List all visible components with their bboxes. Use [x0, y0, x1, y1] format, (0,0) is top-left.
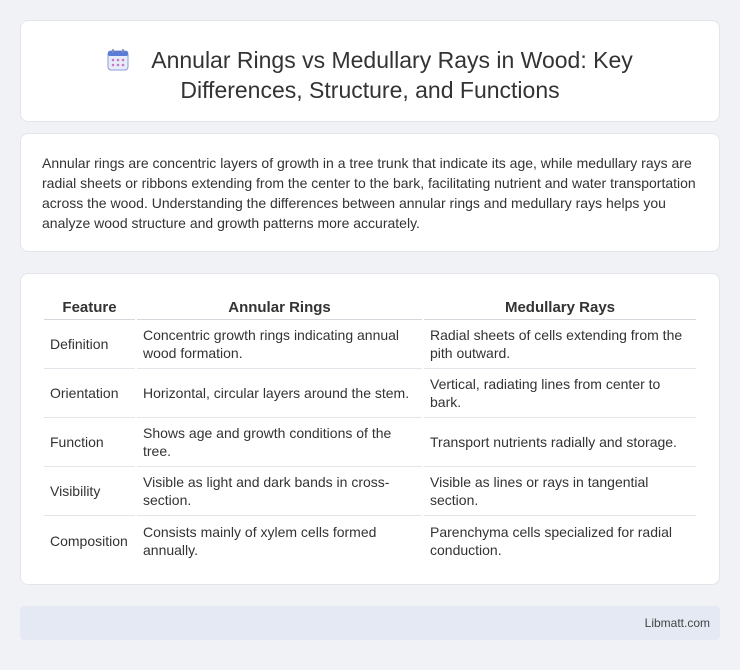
- table-row: [44, 320, 696, 369]
- footer-bar: [20, 606, 720, 640]
- comparison-table: [42, 294, 698, 565]
- row-feature: Function: [44, 418, 135, 467]
- row-medullary-rays: Radial sheets of cells extending from the pith outward.: [424, 320, 696, 369]
- row-medullary-rays: Vertical, radiating lines from center to bark.: [424, 369, 696, 418]
- row-feature: Definition: [44, 320, 135, 369]
- row-annular-rings: Horizontal, circular layers around the stem.: [137, 369, 422, 418]
- row-medullary-rays: Parenchyma cells specialized for radial conduction.: [430, 523, 672, 558]
- row-medullary-rays: Visible as lines or rays in tangential section.: [424, 467, 696, 516]
- table-row: [44, 467, 696, 516]
- comparison-table-card: [20, 273, 720, 585]
- row-feature: Visibility: [44, 467, 135, 516]
- row-annular-rings: Visible as light and dark bands in cross-section.: [137, 467, 422, 516]
- page-title-wrap: [61, 45, 679, 105]
- header-medullary-rays: Medullary Rays: [424, 294, 696, 320]
- table-row: [44, 418, 696, 467]
- page-title: Annular Rings vs Medullary Rays in Wood: Key Differences, Structure, and Functions: [151, 47, 633, 103]
- table-row: [44, 516, 696, 565]
- row-annular-rings: Consists mainly of xylem cells formed annually.: [143, 523, 377, 558]
- footer-site-link[interactable]: Libmatt.com: [644, 616, 710, 630]
- calendar-icon: [107, 49, 129, 71]
- header-annular-rings: Annular Rings: [137, 294, 422, 320]
- intro-paragraph: Annular rings are concentric layers of growth in a tree trunk that indicate its age, while medullary rays are radial sheets or ribbons extending from the center to the bark, facilitating nutrient and water transportation across the wood. Understanding the differences between annular rings and medullary rays helps you analyze wood structure and growth patterns more accurately.: [42, 155, 696, 231]
- row-annular-rings: Concentric growth rings indicating annual wood formation.: [137, 320, 422, 369]
- row-medullary-rays: Transport nutrients radially and storage.: [424, 418, 696, 467]
- title-card: [20, 20, 720, 122]
- row-feature: Composition: [50, 532, 128, 549]
- intro-card: [20, 133, 720, 252]
- table-header-row: [44, 294, 696, 320]
- row-annular-rings: Shows age and growth conditions of the tree.: [137, 418, 422, 467]
- table-row: [44, 369, 696, 418]
- header-feature: Feature: [44, 294, 135, 320]
- row-feature: Orientation: [44, 369, 135, 418]
